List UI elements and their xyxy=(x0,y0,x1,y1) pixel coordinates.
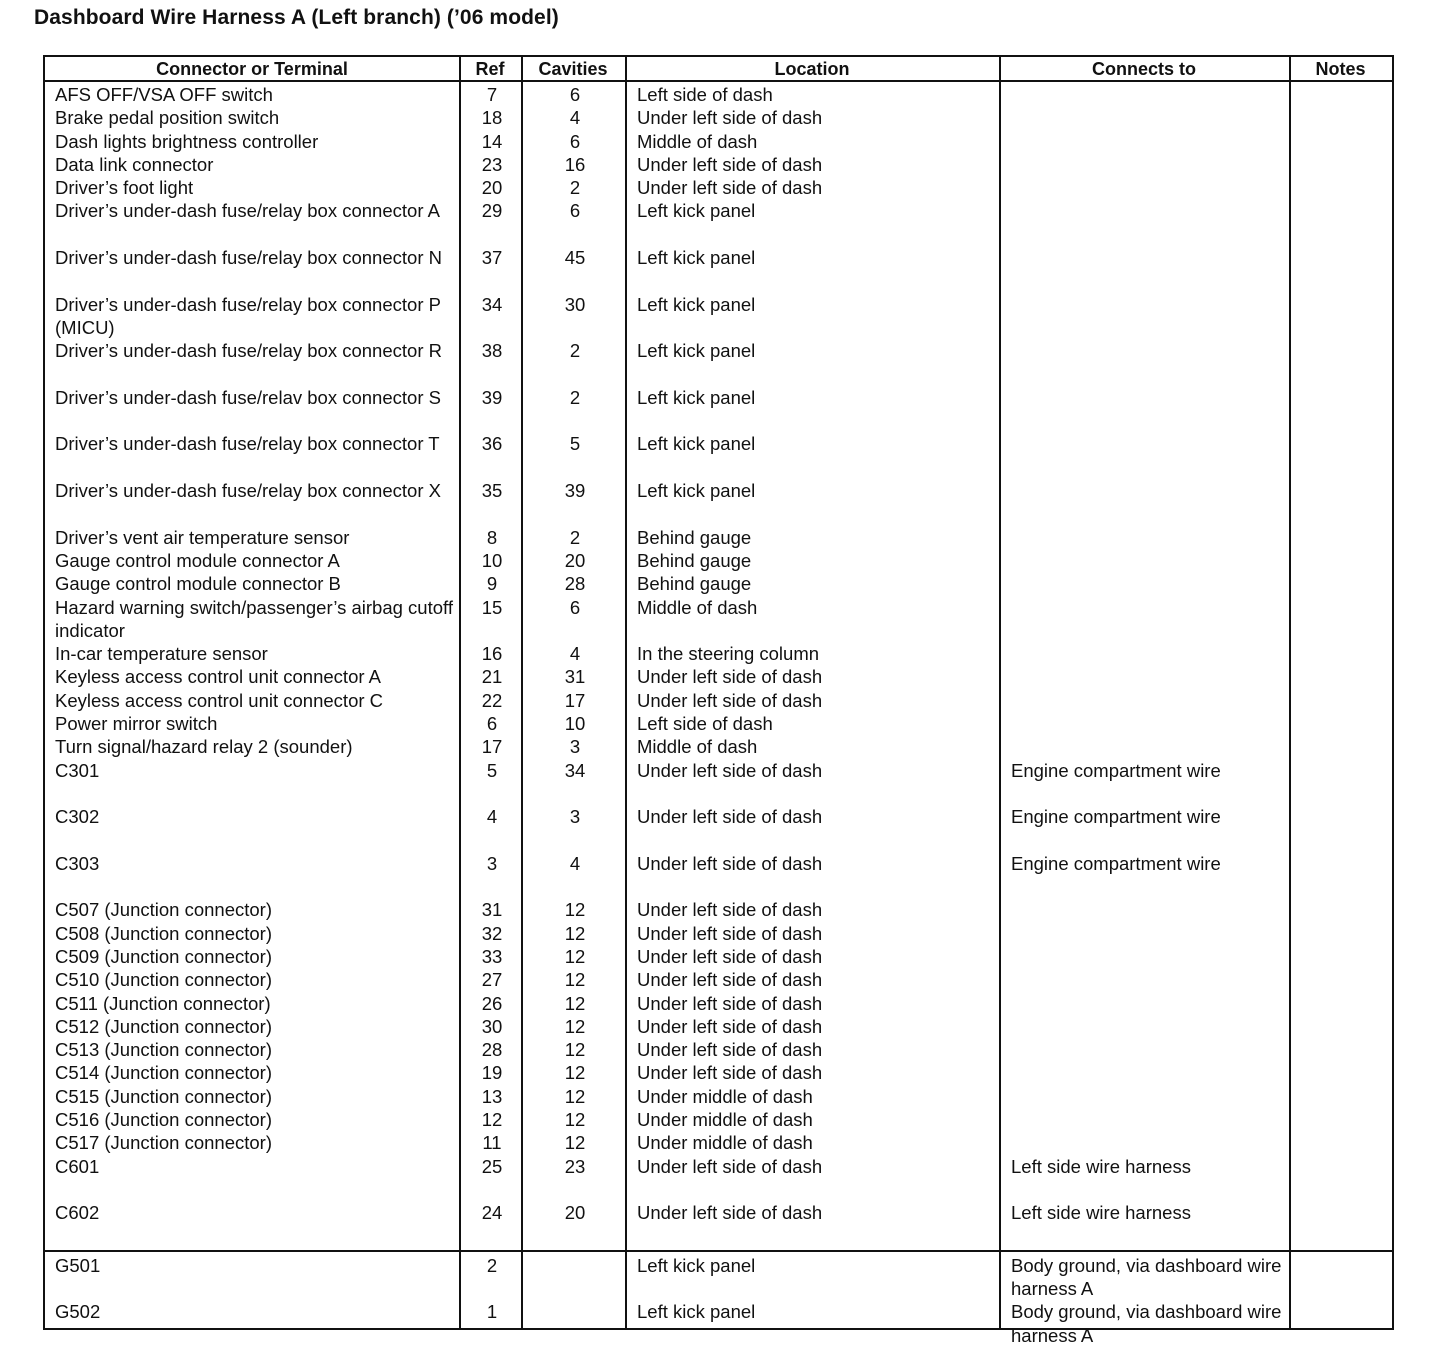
ref-cell: 20 xyxy=(481,177,503,199)
location-cell: Under left side of dash xyxy=(637,969,823,991)
cavities-cell: 12 xyxy=(564,1085,586,1107)
location-cell: Under left side of dash xyxy=(637,1015,823,1037)
connector-cell: Driver’s under-dash fuse/relay box connector R xyxy=(55,340,442,362)
ref-cell: 37 xyxy=(481,247,503,269)
location-cell: Left side of dash xyxy=(637,713,773,735)
page-title: Dashboard Wire Harness A (Left branch) (’06 model) xyxy=(34,6,559,29)
ref-cell: 33 xyxy=(481,945,503,967)
connector-cell: Data link connector xyxy=(55,153,214,175)
connector-cell: Keyless access control unit connector A xyxy=(55,666,381,688)
location-cell: Under left side of dash xyxy=(637,177,823,199)
connector-cell: C517 (Junction connector) xyxy=(55,1132,272,1154)
connector-cell: Driver’s vent air temperature sensor xyxy=(55,526,350,548)
cavities-cell: 16 xyxy=(564,153,586,175)
table-row xyxy=(45,199,1392,246)
connects-to-cell: Left side wire harness xyxy=(1011,1155,1191,1177)
ref-cell: 10 xyxy=(481,549,503,571)
location-cell: Under left side of dash xyxy=(637,1039,823,1061)
table-row xyxy=(45,1300,1392,1347)
connector-cell: Gauge control module connector B xyxy=(55,573,341,595)
table-row xyxy=(45,992,1392,1015)
ref-cell: 15 xyxy=(481,596,503,618)
cavities-cell: 4 xyxy=(569,643,581,665)
ref-cell: 16 xyxy=(481,643,503,665)
location-cell: Behind gauge xyxy=(637,573,752,595)
table-row xyxy=(45,246,1392,293)
cavities-cell: 6 xyxy=(569,130,581,152)
cavities-cell: 6 xyxy=(569,84,581,105)
connector-cell: G502 xyxy=(55,1301,101,1323)
cavities-cell: 23 xyxy=(564,1155,586,1177)
location-cell: Middle of dash xyxy=(637,130,758,152)
location-cell: Under middle of dash xyxy=(637,1109,813,1131)
table-row xyxy=(45,665,1392,688)
cavities-cell: 28 xyxy=(564,573,586,595)
table-row xyxy=(45,153,1392,176)
location-cell: Left kick panel xyxy=(637,386,756,408)
connector-cell: C513 (Junction connector) xyxy=(55,1039,272,1061)
location-cell: Under left side of dash xyxy=(637,759,823,781)
ref-cell: 9 xyxy=(486,573,498,595)
ref-cell: 29 xyxy=(481,200,503,222)
table-row xyxy=(45,293,1392,340)
ref-cell: 35 xyxy=(481,480,503,502)
location-cell: Under middle of dash xyxy=(637,1085,813,1107)
cavities-cell: 2 xyxy=(569,526,581,548)
cavities-cell: 12 xyxy=(564,1132,586,1154)
ref-cell: 18 xyxy=(481,107,503,129)
location-cell: Under left side of dash xyxy=(637,806,823,828)
location-cell: Left kick panel xyxy=(637,293,756,315)
table-row xyxy=(45,386,1392,433)
ref-cell: 27 xyxy=(481,969,503,991)
ref-cell: 24 xyxy=(481,1202,503,1224)
cavities-cell: 10 xyxy=(564,713,586,735)
connector-cell: C508 (Junction connector) xyxy=(55,922,272,944)
ref-cell: 3 xyxy=(486,852,498,874)
cavities-cell: 12 xyxy=(564,992,586,1014)
location-cell: Under left side of dash xyxy=(637,945,823,967)
cavities-cell: 3 xyxy=(569,736,581,758)
location-cell: Under left side of dash xyxy=(637,666,823,688)
connector-cell: C507 (Junction connector) xyxy=(55,899,272,921)
cavities-cell: 2 xyxy=(569,386,581,408)
header-notes: Notes xyxy=(1315,59,1366,79)
ref-cell: 32 xyxy=(481,922,503,944)
connector-cell: Hazard warning switch/passenger’s airbag cutoff indicator xyxy=(55,596,453,641)
table-row xyxy=(45,712,1392,735)
ref-cell: 36 xyxy=(481,433,503,455)
table-body xyxy=(45,83,1392,1347)
connects-to-cell: Engine compartment wire xyxy=(1011,852,1221,874)
ref-cell: 2 xyxy=(486,1254,498,1276)
ref-cell: 30 xyxy=(481,1015,503,1037)
cavities-cell: 12 xyxy=(564,922,586,944)
location-cell: Left kick panel xyxy=(637,340,756,362)
connector-cell: C301 xyxy=(55,759,100,781)
connector-cell: Turn signal/hazard relay 2 (sounder) xyxy=(55,736,353,758)
header-connects-to: Connects to xyxy=(1091,59,1196,79)
ref-cell: 25 xyxy=(481,1155,503,1177)
table-row xyxy=(45,596,1392,643)
ref-cell: 12 xyxy=(481,1109,503,1131)
header-ref: Ref xyxy=(475,59,505,79)
table-row xyxy=(45,1201,1392,1248)
table-row xyxy=(45,689,1392,712)
connector-cell: Driver’s under-dash fuse/relav box connector S xyxy=(55,386,441,408)
table-row xyxy=(45,176,1392,199)
connector-cell: Dash lights brightness controller xyxy=(55,130,319,152)
ref-cell: 14 xyxy=(481,130,503,152)
table-row xyxy=(45,805,1392,852)
table-row xyxy=(45,735,1392,758)
table-row xyxy=(45,852,1392,899)
ref-cell: 34 xyxy=(481,293,503,315)
ref-cell: 4 xyxy=(486,806,498,828)
connector-cell: C514 (Junction connector) xyxy=(55,1062,272,1084)
connector-cell: In-car temperature sensor xyxy=(55,643,268,665)
cavities-cell: 45 xyxy=(564,247,586,269)
location-cell: Left kick panel xyxy=(637,480,756,502)
table-row xyxy=(45,1155,1392,1202)
location-cell: Under left side of dash xyxy=(637,852,823,874)
cavities-cell: 2 xyxy=(569,340,581,362)
location-cell: Under middle of dash xyxy=(637,1132,813,1154)
cavities-cell: 34 xyxy=(564,759,586,781)
cavities-cell: 31 xyxy=(564,666,586,688)
connector-cell: Driver’s under-dash fuse/relay box connector A xyxy=(55,200,440,222)
ref-cell: 31 xyxy=(481,899,503,921)
cavities-cell: 2 xyxy=(569,177,581,199)
cavities-cell: 12 xyxy=(564,1109,586,1131)
connector-cell: C509 (Junction connector) xyxy=(55,945,272,967)
table-row xyxy=(45,479,1392,526)
ref-cell: 21 xyxy=(481,666,503,688)
connector-cell: C511 (Junction connector) xyxy=(55,992,271,1014)
connects-to-cell: Engine compartment wire xyxy=(1011,806,1221,828)
ref-cell: 39 xyxy=(481,386,503,408)
cavities-cell: 6 xyxy=(569,200,581,222)
location-cell: In the steering column xyxy=(637,643,820,665)
table-row xyxy=(45,106,1392,129)
ref-cell: 28 xyxy=(481,1039,503,1061)
table-row xyxy=(45,83,1392,106)
cavities-cell: 17 xyxy=(564,689,586,711)
connector-cell: C602 xyxy=(55,1202,100,1224)
connects-to-cell: Engine compartment wire xyxy=(1011,759,1221,781)
location-cell: Middle of dash xyxy=(637,736,758,758)
ref-cell: 13 xyxy=(481,1085,503,1107)
ref-cell: 7 xyxy=(486,84,498,105)
connector-cell: Driver’s under-dash fuse/relay box connector T xyxy=(55,433,440,455)
cavities-cell: 4 xyxy=(569,107,581,129)
location-cell: Under left side of dash xyxy=(637,992,823,1014)
location-cell: Under left side of dash xyxy=(637,1062,823,1084)
location-cell: Under left side of dash xyxy=(637,1155,823,1177)
table-row xyxy=(45,1131,1392,1154)
ref-cell: 22 xyxy=(481,689,503,711)
cavities-cell: 3 xyxy=(569,806,581,828)
location-cell: Under left side of dash xyxy=(637,899,823,921)
table-row xyxy=(45,339,1392,386)
ref-cell: 38 xyxy=(481,340,503,362)
ref-cell: 6 xyxy=(486,713,498,735)
connects-to-cell: Left side wire harness xyxy=(1011,1202,1191,1224)
location-cell: Under left side of dash xyxy=(637,1202,823,1224)
connector-cell: Keyless access control unit connector C xyxy=(55,689,384,711)
table-row xyxy=(45,1085,1392,1108)
location-cell: Under left side of dash xyxy=(637,107,823,129)
connects-to-cell: Body ground, via dashboard wire harness A xyxy=(1011,1254,1282,1300)
table-row xyxy=(45,898,1392,921)
connector-cell: C515 (Junction connector) xyxy=(55,1085,272,1107)
location-cell: Left kick panel xyxy=(637,247,756,269)
location-cell: Behind gauge xyxy=(637,526,752,548)
table-row xyxy=(45,1038,1392,1061)
location-cell: Left kick panel xyxy=(637,200,756,222)
cavities-cell: 30 xyxy=(564,293,586,315)
table-row xyxy=(45,1015,1392,1038)
ref-cell: 1 xyxy=(486,1301,498,1323)
location-cell: Under left side of dash xyxy=(637,922,823,944)
location-cell: Left side of dash xyxy=(637,84,773,105)
cavities-cell: 39 xyxy=(564,480,586,502)
cavities-cell: 12 xyxy=(564,1015,586,1037)
table-row xyxy=(45,922,1392,945)
connector-cell: Power mirror switch xyxy=(55,713,218,735)
header-location: Location xyxy=(774,59,850,79)
connector-cell: C601 xyxy=(55,1155,100,1177)
table-row xyxy=(45,759,1392,806)
connector-cell: C510 (Junction connector) xyxy=(55,969,272,991)
header-divider xyxy=(45,80,1392,82)
connector-cell: Gauge control module connector A xyxy=(55,549,340,571)
cavities-cell: 6 xyxy=(569,596,581,618)
location-cell: Under left side of dash xyxy=(637,689,823,711)
location-cell: Left kick panel xyxy=(637,1301,756,1323)
ref-cell: 19 xyxy=(481,1062,503,1084)
ref-cell: 23 xyxy=(481,153,503,175)
cavities-cell: 20 xyxy=(564,549,586,571)
ref-cell: 26 xyxy=(481,992,503,1014)
connector-cell: Brake pedal position switch xyxy=(55,107,280,129)
cavities-cell: 12 xyxy=(564,1062,586,1084)
table-row xyxy=(45,1108,1392,1131)
table-row xyxy=(45,572,1392,595)
location-cell: Left kick panel xyxy=(637,433,756,455)
connector-cell: Driver’s under-dash fuse/relay box connector N xyxy=(55,247,442,269)
connector-cell: G501 xyxy=(55,1254,101,1276)
connects-to-cell: Body ground, via dashboard wire harness A xyxy=(1011,1301,1282,1346)
table-row xyxy=(45,642,1392,665)
ref-cell: 11 xyxy=(482,1132,502,1154)
cavities-cell: 12 xyxy=(564,969,586,991)
connector-cell: C303 xyxy=(55,852,100,874)
ref-cell: 17 xyxy=(481,736,503,758)
cavities-cell: 4 xyxy=(569,852,581,874)
header-cavities: Cavities xyxy=(538,59,608,79)
cavities-cell: 12 xyxy=(564,899,586,921)
ref-cell: 5 xyxy=(486,759,498,781)
location-cell: Left kick panel xyxy=(637,1254,756,1276)
table-row xyxy=(45,968,1392,991)
connector-cell: C516 (Junction connector) xyxy=(55,1109,272,1131)
cavities-cell: 5 xyxy=(569,433,581,455)
connector-cell: Driver’s under-dash fuse/relay box connector P (MICU) xyxy=(55,293,441,338)
connector-cell: Driver’s foot light xyxy=(55,177,194,199)
table-row xyxy=(45,1250,1392,1301)
location-cell: Behind gauge xyxy=(637,549,752,571)
ref-cell: 8 xyxy=(486,526,498,548)
connector-cell: C302 xyxy=(55,806,100,828)
table-row xyxy=(45,945,1392,968)
table-row xyxy=(45,1061,1392,1084)
cavities-cell: 12 xyxy=(564,945,586,967)
connector-cell: C512 (Junction connector) xyxy=(55,1015,272,1037)
table-row xyxy=(45,526,1392,549)
location-cell: Under left side of dash xyxy=(637,153,823,175)
cavities-cell: 12 xyxy=(564,1039,586,1061)
table-row xyxy=(45,549,1392,572)
table-row xyxy=(45,130,1392,153)
harness-table xyxy=(43,55,1394,1346)
cavities-cell: 20 xyxy=(564,1202,586,1224)
header-connector: Connector or Terminal xyxy=(156,59,348,79)
connector-cell: AFS OFF/VSA OFF switch xyxy=(55,84,273,105)
connector-cell: Driver’s under-dash fuse/relay box connector X xyxy=(55,480,441,502)
location-cell: Middle of dash xyxy=(637,596,758,618)
table-row xyxy=(45,432,1392,479)
